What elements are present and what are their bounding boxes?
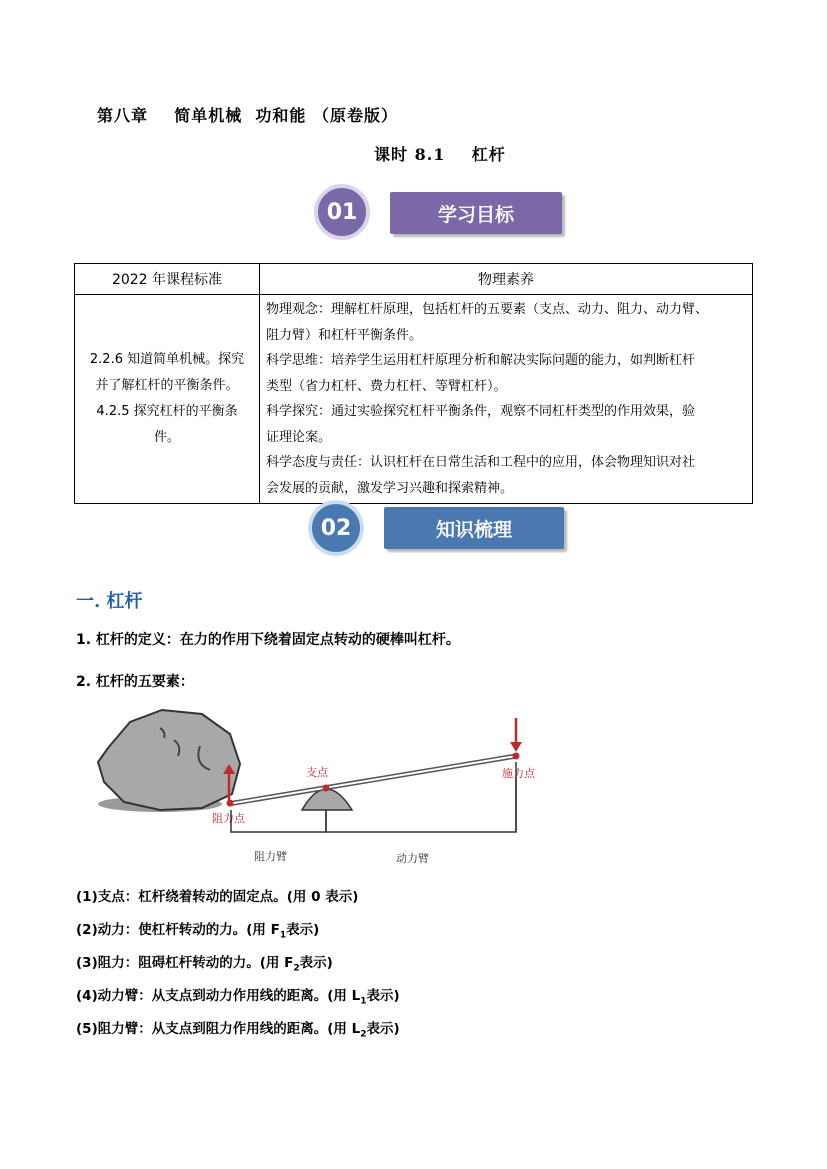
- fulcrum-label: 支点: [306, 766, 328, 779]
- literacy-line: 科学思维：培养学生运用杠杆原理分析和解决实际问题的能力，如判断杠杆: [266, 353, 696, 368]
- element-item-effort-arm: (4)动力臂：从支点到动力作用线的距离。(用 $L_1$表示): [76, 988, 400, 1007]
- resistance-point-dot: [227, 800, 234, 807]
- literacy-line: 会发展的贡献，激发学习兴趣和探索精神。: [266, 480, 514, 496]
- five-elements-title: 2. 杠杆的五要素：: [76, 674, 194, 690]
- literacy-cell: [260, 295, 753, 504]
- standard-line: 件。: [153, 430, 180, 445]
- table-header-standard: 2022 年课程标准: [75, 264, 260, 295]
- rock: [98, 710, 240, 810]
- table-row: [75, 295, 753, 504]
- effort-point-label: 施力点: [502, 767, 535, 780]
- lesson-subtitle: 课时 8.1 杠杆: [374, 145, 506, 164]
- fulcrum-dot: [323, 785, 330, 792]
- element-item-fulcrum: (1)支点：杠杆绕着转动的固定点。(用 0 表示): [76, 889, 359, 905]
- heading-lever: 一. 杠杆: [76, 591, 143, 612]
- element-item-resistance-arm: (5)阻力臂：从支点到阻力作用线的距离。(用 $L_2$表示): [76, 1021, 400, 1040]
- section-badge-label: 学习目标: [390, 192, 562, 234]
- standard-line: 并了解杠杆的平衡条件。: [95, 378, 239, 393]
- lever-definition: 1. 杠杆的定义：在力的作用下绕着固定点转动的硬棒叫杠杆。: [76, 632, 460, 648]
- resistance-arm-brace: [231, 810, 326, 832]
- literacy-line: 物理观念：理解杠杆原理，包括杠杆的五要素（支点、动力、阻力、动力臂、: [266, 302, 709, 317]
- standard-line: 4.2.5 探究杠杆的平衡条: [96, 404, 238, 419]
- lever-diagram: [90, 706, 560, 876]
- section-badge-number: 02: [308, 500, 364, 556]
- section-badge-label: 知识梳理: [384, 507, 564, 549]
- resistance-point-label: 阻力点: [212, 812, 245, 825]
- literacy-line: 阻力臂）和杠杆平衡条件。: [266, 327, 423, 343]
- literacy-line: 证理论案。: [266, 429, 332, 445]
- effort-point-dot: [513, 753, 520, 760]
- table-header-literacy: 物理素养: [260, 264, 753, 295]
- element-item-effort: (2)动力：使杠杆转动的力。(用 $F_1$表示): [76, 922, 320, 941]
- literacy-line: 科学探究：通过实验探究杠杆平衡条件，观察不同杠杆类型的作用效果，验: [266, 404, 696, 419]
- section-badge-number: 01: [314, 184, 370, 240]
- effort-arrow-head: [510, 742, 522, 752]
- effort-arm-label: 动力臂: [396, 852, 429, 865]
- page-title: 第八章 简单机械 功和能 （原卷版）: [97, 106, 398, 125]
- standard-cell: [75, 295, 260, 504]
- literacy-line: 科学态度与责任：认识杠杆在日常生活和工程中的应用，体会物理知识对社: [266, 455, 696, 470]
- resistance-arm-label: 阻力臂: [254, 850, 287, 863]
- literacy-line: 类型（省力杠杆、费力杠杆、等臂杠杆）。: [266, 378, 507, 394]
- element-item-resistance: (3)阻力：阻碍杠杆转动的力。(用 $F_2$表示): [76, 955, 333, 974]
- lever-bar-highlight: [228, 756, 516, 804]
- table-header-row: [75, 264, 753, 295]
- curriculum-standards-table: [74, 263, 753, 504]
- standard-line: 2.2.6 知道简单机械。探究: [89, 352, 245, 367]
